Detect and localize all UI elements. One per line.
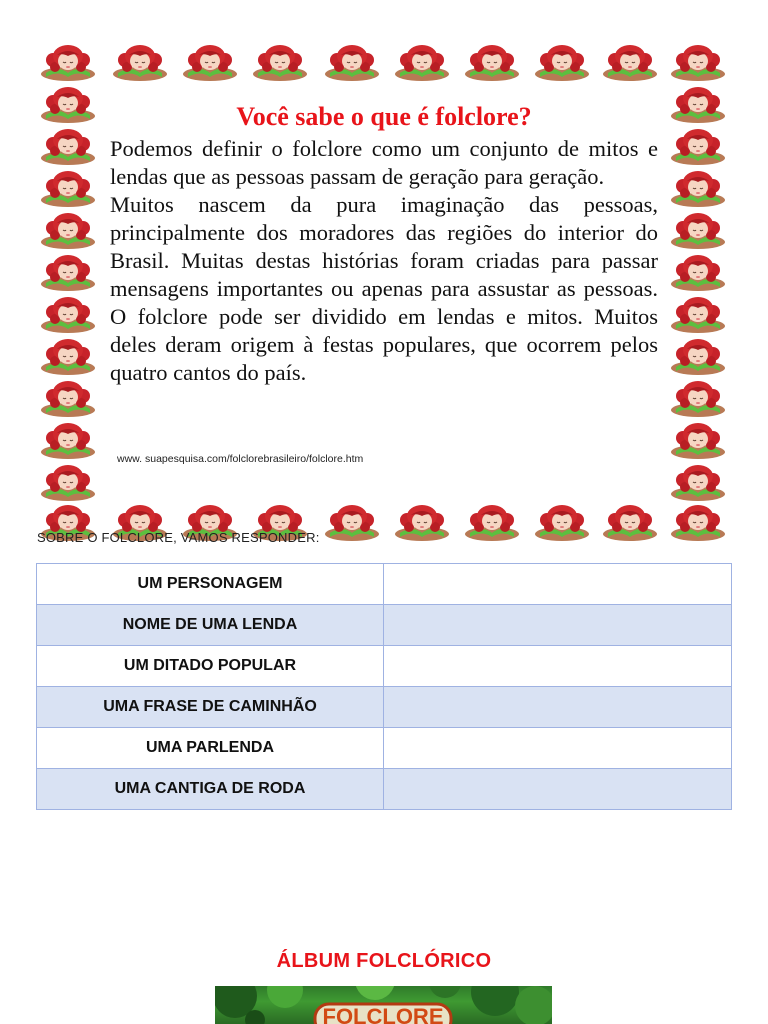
girl-reading-icon (668, 421, 728, 461)
album-cover-art (215, 986, 552, 1024)
table-row (37, 564, 732, 605)
reading-paragraph-1: Podemos definir o folclore como um conjunto de mitos e lendas que as pessoas passam de geração para geração. (110, 136, 658, 189)
girl-reading-icon (668, 295, 728, 335)
row-label: UMA CANTIGA DE RODA (37, 769, 384, 810)
girl-reading-icon (668, 127, 728, 167)
answer-cell[interactable] (384, 564, 732, 605)
album-title: ÁLBUM FOLCLÓRICO (276, 950, 492, 972)
question-table (36, 563, 732, 810)
girl-reading-icon (38, 127, 98, 167)
answer-cell[interactable] (384, 646, 732, 687)
girl-reading-icon (38, 379, 98, 419)
album-cover-label: FOLCLORE (322, 1004, 444, 1024)
row-label: UM DITADO POPULAR (37, 646, 384, 687)
girl-reading-icon (322, 503, 382, 543)
girl-reading-icon (250, 43, 310, 83)
girl-reading-icon (38, 169, 98, 209)
girl-reading-icon (668, 463, 728, 503)
girl-reading-icon (668, 503, 728, 543)
row-label: UMA PARLENDA (37, 728, 384, 769)
girl-reading-icon (668, 253, 728, 293)
girl-reading-icon (38, 85, 98, 125)
girl-reading-icon (110, 43, 170, 83)
girl-reading-icon (180, 43, 240, 83)
answer-cell[interactable] (384, 728, 732, 769)
girl-reading-icon (532, 503, 592, 543)
girl-reading-icon (38, 211, 98, 251)
girl-reading-icon (38, 421, 98, 461)
girl-reading-icon (38, 463, 98, 503)
answer-cell[interactable] (384, 687, 732, 728)
answer-cell[interactable] (384, 769, 732, 810)
girl-reading-icon (462, 503, 522, 543)
album-cover-image (215, 986, 552, 1024)
table-row (37, 769, 732, 810)
girl-reading-icon (668, 211, 728, 251)
question-prompt: SOBRE O FOLCLORE, VAMOS RESPONDER: (37, 530, 320, 545)
reading-body (110, 135, 658, 387)
girl-reading-icon (38, 337, 98, 377)
girl-reading-icon (38, 295, 98, 335)
table-row (37, 605, 732, 646)
row-label: NOME DE UMA LENDA (37, 605, 384, 646)
girl-reading-icon (38, 253, 98, 293)
girl-reading-icon (532, 43, 592, 83)
table-row (37, 728, 732, 769)
girl-reading-icon (668, 85, 728, 125)
source-link[interactable]: www. suapesquisa.com/folclorebrasileiro/folclore.htm (117, 453, 364, 465)
girl-reading-icon (392, 43, 452, 83)
girl-reading-icon (600, 503, 660, 543)
girl-reading-icon (668, 43, 728, 83)
girl-reading-icon (668, 337, 728, 377)
girl-reading-icon (668, 169, 728, 209)
girl-reading-icon (392, 503, 452, 543)
reading-paragraph-2: Muitos nascem da pura imaginação das pessoas, principalmente dos moradores das regiões do interior do Brasil. Muitas destas histórias foram criadas para passar mensagens importantes ou apenas para assustar as pessoas. O folclore pode ser dividido em lendas e mitos. Muitos deles deram origem à festas populares, que ocorrem pelos quatro cantos do país. (110, 192, 658, 385)
table-row (37, 646, 732, 687)
girl-reading-icon (462, 43, 522, 83)
row-label: UM PERSONAGEM (37, 564, 384, 605)
girl-reading-icon (668, 379, 728, 419)
girl-reading-icon (38, 43, 98, 83)
table-row (37, 687, 732, 728)
reading-title: Você sabe o que é folclore? (236, 102, 532, 131)
row-label: UMA FRASE DE CAMINHÃO (37, 687, 384, 728)
answer-cell[interactable] (384, 605, 732, 646)
girl-reading-icon (600, 43, 660, 83)
girl-reading-icon (322, 43, 382, 83)
